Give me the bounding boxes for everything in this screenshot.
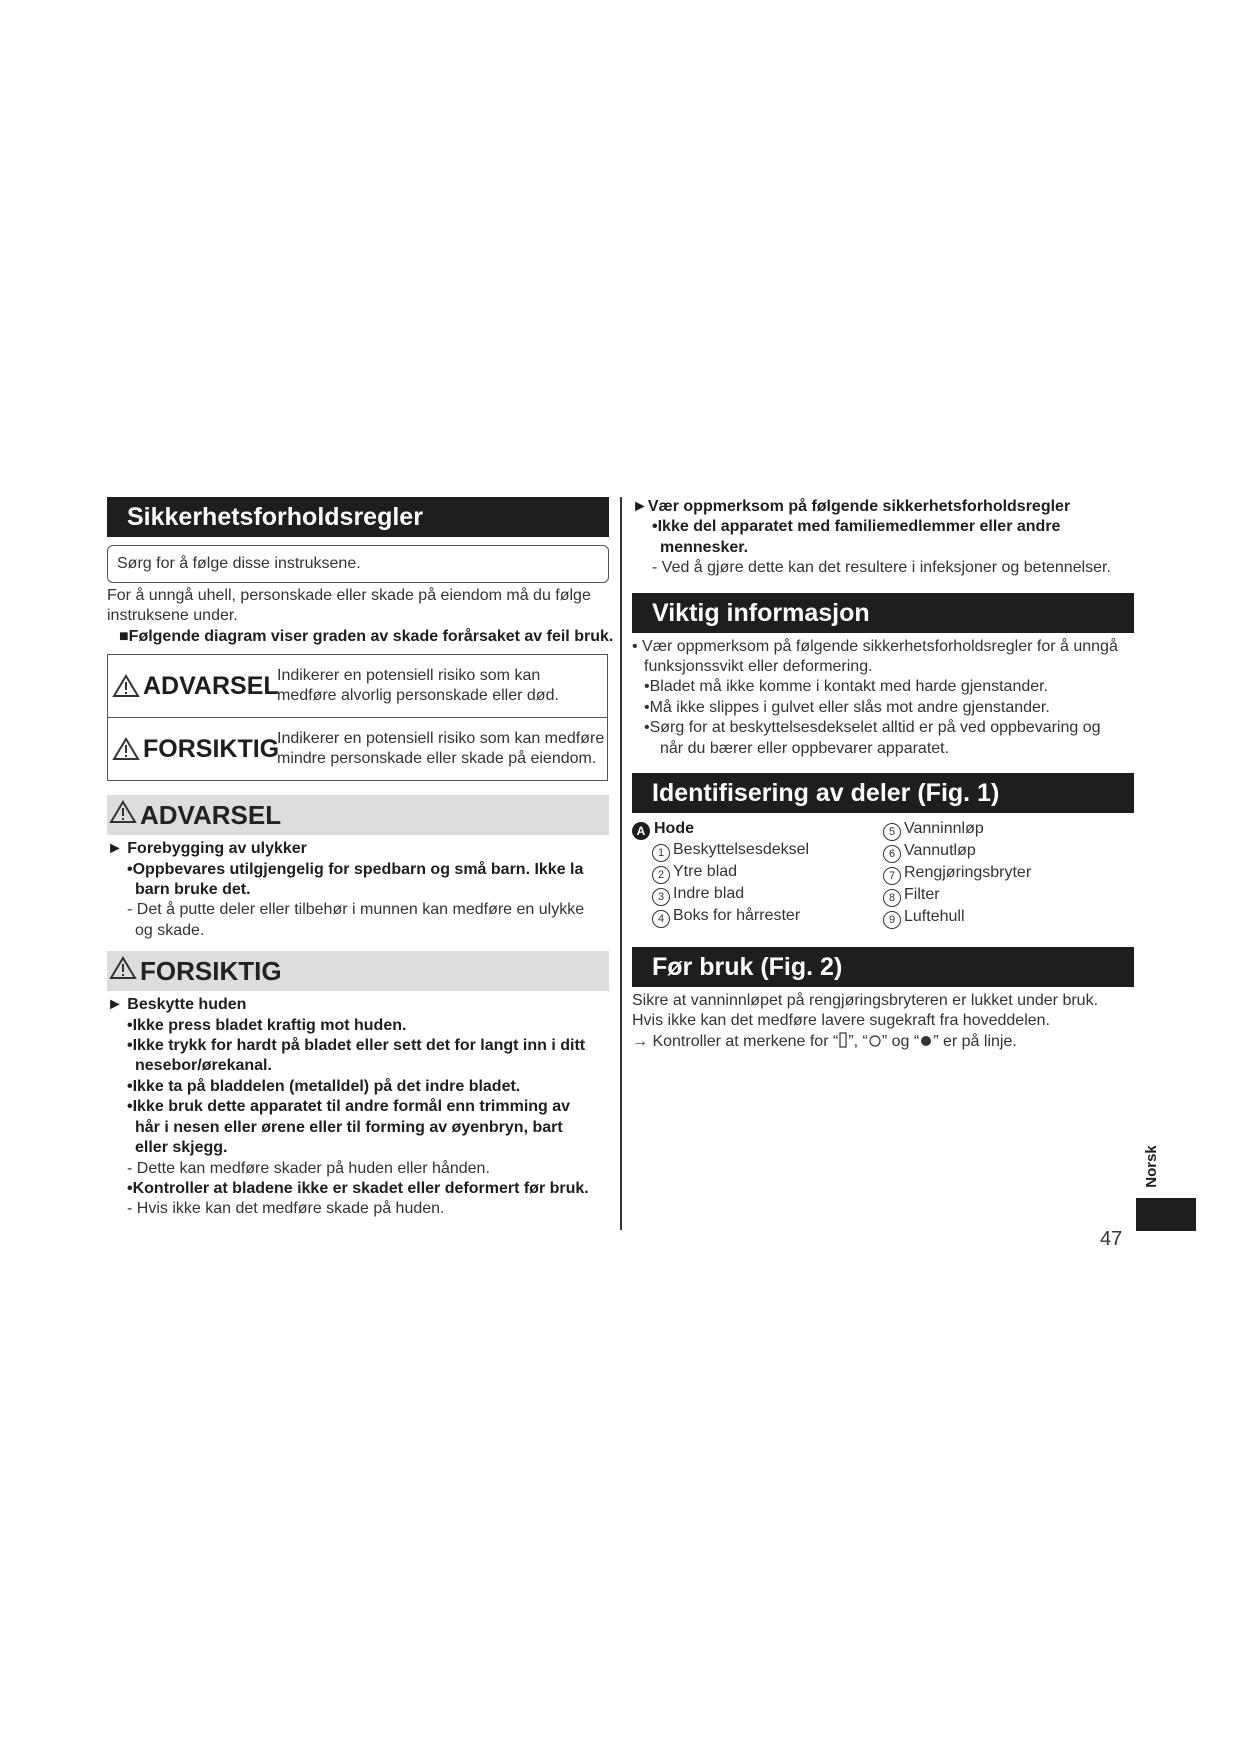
warning-row-desc-line: mindre personskade eller skade på eiendom. [277,750,597,768]
warning-triangle-icon [112,737,140,761]
warning-level-table [107,654,608,781]
advarsel-bullet-line: •Oppbevares utilgjengelig for spedbarn og små barn. Ikke la [127,860,584,878]
part-label: Luftehull [904,908,965,926]
warning-triangle-icon [109,956,137,980]
warning-row-desc-line: Indikerer en potensiell risiko som kan medføre [277,730,605,748]
part-item [883,907,1134,929]
warning-row-label: FORSIKTIG [143,734,280,763]
advarsel-bullet-line: barn bruke det. [135,881,251,899]
group-badge: A [632,822,650,840]
check-text-1: Kontroller at merkene for “ [652,1032,839,1050]
forsiktig-bullet-line: •Ikke bruk dette apparatet til andre formål enn trimming av [127,1098,571,1116]
part-item [883,841,1134,863]
page-number: 47 [1100,1228,1123,1250]
part-label: Vanninnløp [904,820,984,838]
part-label: Beskyttelsesdeksel [673,841,810,859]
part-item [883,885,1134,907]
part-number: 3 [652,888,670,906]
part-number: 2 [652,866,670,884]
warning-triangle-icon [109,800,137,824]
advarsel-section-title [107,795,609,835]
warning-triangle-icon [112,674,140,698]
forsiktig-bullet-line: •Ikke trykk for hardt på bladet eller sett det for langt inn i ditt [127,1037,586,1055]
rectangle-mark-icon [838,1032,848,1054]
warning-row-advarsel [108,655,607,717]
warning-row-desc-line: medføre alvorlig personskade eller død. [277,687,559,705]
part-item [632,884,883,906]
important-bullet: •Må ikke slippes i gulvet eller slås mot andre gjenstander. [644,698,1050,716]
part-number: 4 [652,910,670,928]
part-item [632,840,883,862]
arrow-icon: → [632,1032,648,1050]
important-line: • Vær oppmerksom på følgende sikkerhetsforholdsregler for å unngå [632,637,1118,655]
right-safety-heading: ►Vær oppmerksom på følgende sikkerhetsforholdsregler [632,498,1071,515]
important-bullet: •Sørg for at beskyttelsesdekselet alltid er på ved oppbevaring og [644,719,1101,737]
part-label: Boks for hårrester [673,907,801,925]
right-bullet-line: •Ikke del apparatet med familiemedlemmer eller andre [652,518,1061,536]
advarsel-sub-line: og skade. [135,921,205,939]
part-item [883,863,1134,885]
important-cont: når du bærer eller oppbevarer apparatet. [660,739,950,757]
forsiktig-bullet-line: •Kontroller at bladene ikke er skadet eller deformert før bruk. [127,1179,589,1197]
part-label: Indre blad [673,885,745,903]
forsiktig-heading: ► Beskytte huden [107,996,247,1014]
important-bullet: •Bladet må ikke komme i kontakt med harde gjenstander. [644,678,1049,696]
advarsel-sub-line: - Det å putte deler eller tilbehør i munnen kan medføre en ulykke [127,901,585,919]
check-text-4: ” er på linje. [933,1032,1017,1050]
language-tab-label: Norsk [1142,1144,1160,1188]
column-divider [620,497,622,1230]
forsiktig-sub-line: - Hvis ikke kan det medføre skade på huden. [127,1200,445,1218]
instruction-note: Sørg for å følge disse instruksene. [107,545,609,583]
part-number: 8 [883,889,901,907]
forsiktig-bullet-line: nesebor/ørekanal. [135,1057,272,1075]
part-number: 5 [883,823,901,841]
forsiktig-bullet-line: •Ikke press bladet kraftig mot huden. [127,1016,407,1034]
part-label: Filter [904,886,940,904]
forsiktig-title-text: FORSIKTIG [140,956,282,987]
important-line: funksjonssvikt eller deformering. [644,658,873,676]
parts-list [632,819,1134,929]
warning-row-desc-line: Indikerer en potensiell risiko som kan [277,667,541,685]
filled-dot-mark-icon [919,1034,933,1054]
intro-line-2: instruksene under. [107,607,238,625]
forsiktig-bullet-line: eller skjegg. [135,1139,228,1157]
important-info-title: Viktig informasjon [632,593,1134,633]
part-number: 7 [883,867,901,885]
part-number: 6 [883,845,901,863]
before-use-line: Sikre at vanninnløpet på rengjøringsbryteren er lukket under bruk. [632,992,1099,1010]
before-use-line: Hvis ikke kan det medføre lavere sugekraft fra hoveddelen. [632,1012,1050,1030]
part-item [883,819,1134,841]
language-tab [1136,1198,1196,1231]
part-label: Vannutløp [904,842,976,860]
right-column [632,497,1134,1054]
forsiktig-section-title [107,951,609,991]
alignment-check-line [632,1032,1134,1054]
check-text-2: ”, “ [848,1032,868,1050]
circle-mark-icon [868,1034,882,1054]
intro-line-1: For å unngå uhell, personskade eller skade på eiendom må du følge [107,587,591,604]
forsiktig-sub-line: - Dette kan medføre skader på huden eller hånden. [127,1159,490,1177]
diagram-note: ■Følgende diagram viser graden av skade forårsaket av feil bruk. [119,627,614,645]
before-use-title: Før bruk (Fig. 2) [632,947,1134,987]
right-bullet-line: mennesker. [660,538,749,556]
part-number: 9 [883,911,901,929]
advarsel-heading: ► Forebygging av ulykker [107,840,307,858]
left-column [107,497,614,1220]
right-sub-line: - Ved å gjøre dette kan det resultere i infeksjoner og betennelser. [652,559,1111,577]
safety-title: Sikkerhetsforholdsregler [107,497,609,537]
part-label: Ytre blad [673,863,738,881]
warning-row-label: ADVARSEL [143,671,279,700]
advarsel-title-text: ADVARSEL [140,800,282,831]
parts-group-label: Hode [654,820,694,838]
parts-group [632,819,883,840]
parts-title: Identifisering av deler (Fig. 1) [632,773,1134,813]
part-number: 1 [652,844,670,862]
forsiktig-bullet-line: hår i nesen eller ørene eller til forming av øyenbryn, bart [135,1118,563,1136]
part-item [632,906,883,928]
forsiktig-bullet-line: •Ikke ta på bladdelen (metalldel) på det indre bladet. [127,1077,521,1095]
warning-row-forsiktig [108,717,607,780]
check-text-3: ” og “ [881,1032,920,1050]
part-item [632,862,883,884]
part-label: Rengjøringsbryter [904,864,1032,882]
